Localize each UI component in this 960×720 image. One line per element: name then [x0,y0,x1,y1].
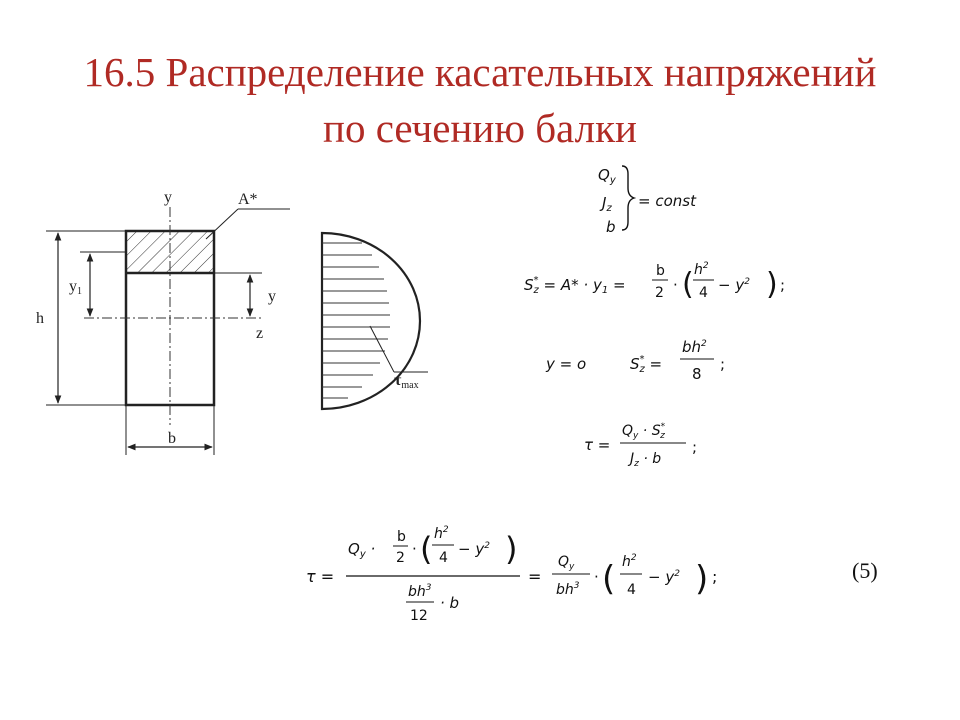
svg-text:b: b [606,218,616,236]
svg-text:Qy: $Q_y$ [598,166,616,186]
formula-static-moment [524,261,785,302]
svg-text:4: 4 [699,285,708,301]
svg-text:bh3: $bh^3$ [556,581,580,598]
tau-max-label: τmax [394,372,419,391]
svg-text:;: ; [712,567,718,586]
formula-tau-general [584,422,697,469]
axis-y-label: y [164,189,172,206]
svg-text:Jz · b: $J_z \cdot b$ [630,451,662,469]
svg-text:=: = [528,567,542,586]
svg-text:;: ; [692,438,698,456]
z-label: z [256,325,264,342]
title-line-2: по сечению балки [323,105,637,151]
svg-text:): ) [695,559,709,599]
svg-text:Qy: $Q_y$ [558,554,575,572]
svg-text:4: 4 [439,550,448,566]
svg-text:h2: $h^2$ [622,553,637,570]
h-label: h [36,310,44,327]
svg-text:Jz: $J_z$ [602,194,612,214]
svg-text:h2: $h^2$ [694,261,709,278]
svg-text:· b: · b [440,594,460,612]
y-label: y [268,288,276,305]
svg-text:12: 12 [410,608,428,624]
b-label: b [168,430,176,447]
svg-text:b: b [656,263,665,279]
svg-text:·: · [673,276,678,294]
svg-text:bh2: $bh^2$ [682,338,707,356]
svg-text:S*z =: S* z = [630,354,663,375]
equation-number: (5) [852,558,878,583]
svg-text:= const: = const [638,192,696,210]
svg-text:;: ; [780,276,786,294]
svg-text:bh3: $bh^3$ [408,583,432,600]
svg-text:b: b [397,529,406,545]
area-label: A* [238,191,258,208]
svg-text:(: ( [682,267,694,302]
svg-text:S*z = A* · y1 =: S* $z = A* \cdot y_1$ = [524,275,626,296]
formula-const [598,166,697,236]
svg-text:): ) [766,267,778,302]
svg-text:Qy ·: $Q_y$ · [348,540,376,560]
svg-text:− y2: − $y^2$ [718,276,750,294]
svg-text:2: 2 [396,550,405,566]
svg-text:h2: $h^2$ [434,525,449,542]
svg-text:y = o: y = o [546,355,587,373]
svg-text:;: ; [720,355,726,373]
title-line-1: 16.5 Распределение касательных напряжений [83,49,877,95]
svg-text:2: 2 [655,285,664,301]
formula-tau-final [306,525,717,624]
formula-max-moment [545,338,725,383]
svg-text:·: · [594,568,599,586]
svg-text:τ =: τ = [584,436,611,454]
svg-text:·: · [412,540,417,558]
svg-text:− y2: − $y^2$ [458,540,490,558]
svg-text:4: 4 [627,582,636,598]
y1-label: y1 [69,278,82,297]
svg-text:Qy · S*z: $Q_y \cdot S^*$ z [622,422,666,441]
svg-text:τ =: τ = [306,567,335,586]
svg-text:8: 8 [692,365,702,383]
svg-text:(: ( [420,530,433,568]
svg-text:− y2: − $y^2$ [648,568,680,586]
svg-text:): ) [505,530,518,568]
svg-text:(: ( [602,559,616,599]
